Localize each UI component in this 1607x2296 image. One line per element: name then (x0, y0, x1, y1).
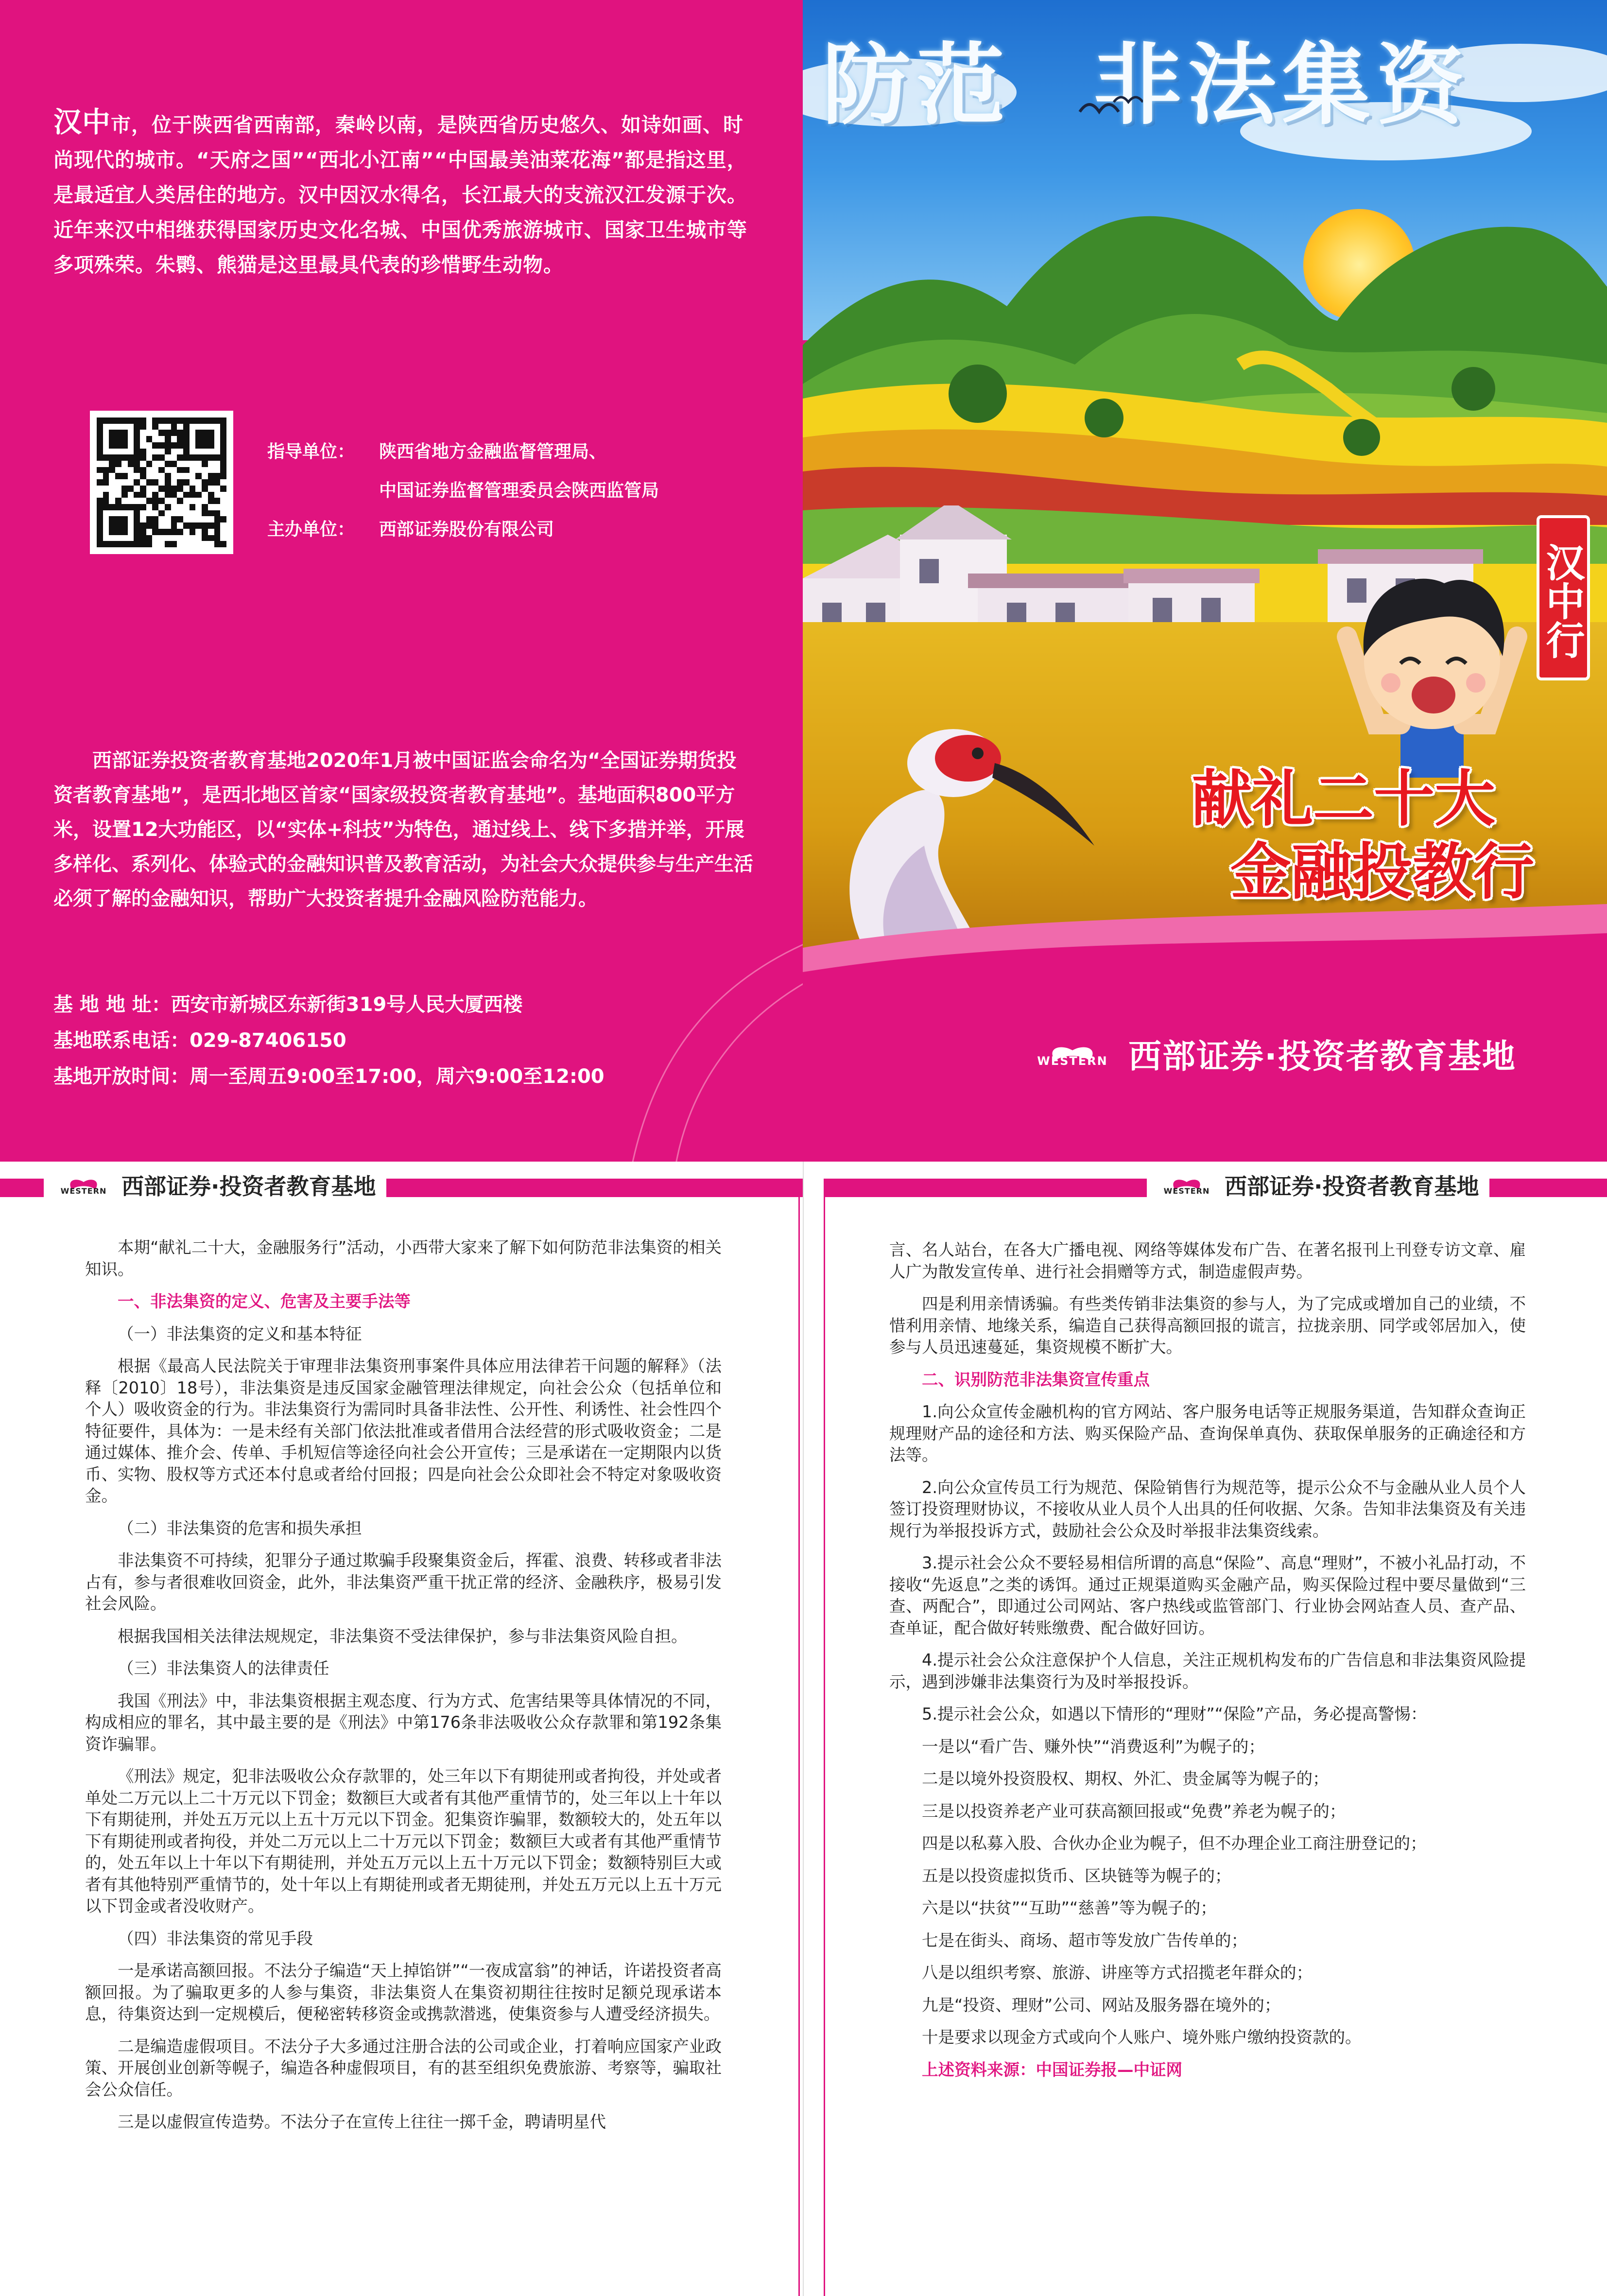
subheading-2: （二）非法集资的危害和损失承担 (118, 1518, 362, 1538)
paragraph: 根据《最高人民法院关于审理非法集资刑事案件具体应用法律若干问题的解释》（法释〔2010〕18号），非法集资是违反国家金融管理法律规定，向社会公众（包括单位和个人）吸收资金的行为。非法集资行为需同时具备非法性、公开性、利诱性、社会性四个特征要件，具体为：一是未经有关部门依法批准或者借用合法经营的形式吸收资金；二是通过媒体、推介会、传单、手机短信等途径向社会公开宣传；三是承诺在一定期限内以货币、实物、股权等方式还本付息或者给付回报；四是向社会公众即社会不特定对象吸收资金。 (85, 1357, 722, 1505)
list-item: 四是以私募入股、合伙办企业为幌子，但不办理企业工商注册登记的； (922, 1834, 1427, 1853)
paragraph: 二是编造虚假项目。不法分子大多通过注册合法的公司或企业，打着响应国家产业政策、开展创业创新等幌子，编造各种虚假项目，有的甚至组织免费旅游、考察等，骗取社会公众信任。 (85, 2036, 722, 2099)
header-brand-text: 西部证券·投资者教育基地 (1225, 1173, 1479, 1200)
paragraph: 1.向公众宣传金融机构的官方网站、客户服务电话等正规服务渠道，告知群众查询正规理财产品的途径和方法、购买保险产品、查询保单真伪、获取保单服务的正确途径和方法等。 (889, 1402, 1526, 1464)
crested-ibis (803, 671, 1104, 943)
paragraph: 我国《刑法》中，非法集资根据主观态度、行为方式、危害结果等具体情况的不同，构成相应的罪名，其中最主要的是《刑法》中第176条非法吸收公众存款罪和第192条集资诈骗罪。 (85, 1691, 722, 1754)
logo-word: WESTERN (1037, 1054, 1108, 1068)
title-part-a: 防范 (822, 34, 1011, 137)
source-note: 上述资料来源：中国证券报—中证网 (922, 2060, 1182, 2079)
right-edge-line (824, 1179, 825, 2296)
paragraph: 3.提示社会公众不要轻易相信所谓的高息“保险”、高息“理财”，不被小礼品打动，不接收“先返息”之类的诱饵。通过正规渠道购买金融产品，购买保险过程中要尽量做到“三查、两配合”，即通过公司网站、客户热线或监管部门、行业协会网站查人员、查产品、查单证，配合做好转账缴费、配合做好回访。 (889, 1553, 1526, 1637)
host-label: 主办单位： (267, 520, 355, 539)
boy-mascot (1318, 549, 1546, 778)
decorative-curves (535, 923, 807, 1166)
slogan-line-2: 金融投教行 (1230, 837, 1534, 907)
paragraph: 非法集资不可持续，犯罪分子通过欺骗手段聚集资金后，挥霍、浪费、转移或者非法占有，参与者很难收回资金，此外，非法集资严重干扰正常的经济、金融秩序，极易引发社会风险。 (85, 1551, 722, 1613)
brand-name: 西部证券·投资者教育基地 (1128, 1038, 1516, 1076)
subheading-4: （四）非法集资的常见手段 (118, 1929, 313, 1948)
right-article (889, 1239, 1526, 2081)
left-article (85, 1237, 722, 2144)
organizers (267, 433, 659, 549)
poster-title (822, 15, 1470, 141)
hanzhong-intro (53, 104, 753, 282)
western-logo (1158, 1171, 1216, 1199)
fold-line (803, 1162, 804, 2296)
paragraph: 四是利用亲情诱骗。有些类传销非法集资的参与人，为了完成或增加自己的业绩，不惜利用亲情、地缘关系，编造自己获得高额回报的谎言，拉拢亲朋、同学或邻居加入，使参与人员迅速蔓延，集资规模不断扩大。 (889, 1294, 1526, 1357)
intro-text: 市，位于陕西省西南部，秦岭以南，是陕西省历史悠久、如诗如画、时尚现代的城市。“天府之国”“西北小江南”“中国最美油菜花海”都是指这里，是最适宜人类居住的地方。汉中因汉水得名，长江最大的支流汉江发源于次。近年来汉中相继获得国家历史文化名城、中国优秀旅游城市、国家卫生城市等多项殊荣。朱鹮、熊猫是这里最具代表的珍惜野生动物。 (53, 113, 747, 277)
right-header-brand (1147, 1169, 1489, 1201)
section-heading-1: 一、非法集资的定义、危害及主要手法等 (118, 1292, 411, 1311)
intro-lead: 汉中 (53, 105, 111, 139)
base-about: 西部证券投资者教育基地2020年1月被中国证监会命名为“全国证券期货投资者教育基地”，是西北地区首家“国家级投资者教育基地”。基地面积800平方米，设置12大功能区，以“实体+科技”为特色，通过线上、线下多措并举，开展多样化、系列化、体验式的金融知识普及教育活动，为社会大众提供参与生产生活必须了解的金融知识，帮助广大投资者提升金融风险防范能力。 (53, 749, 753, 910)
cover-back-panel (0, 0, 803, 1162)
city-tag: 汉中行 (1537, 515, 1590, 680)
western-logo (54, 1171, 113, 1199)
cover-front-poster (803, 0, 1607, 1162)
logo-word: WESTERN (1163, 1186, 1210, 1196)
paragraph: 《刑法》规定，犯非法吸收公众存款罪的，处三年以下有期徒刑或者拘役，并处或者单处二万元以上二十万元以下罚金；数额巨大或者有其他严重情节的，处三年以上十年以下有期徒刑，并处五万元以上五十万元以下罚金。犯集资诈骗罪，数额较大的，处五年以下有期徒刑或者拘役，并处二万元以上二十万元以下罚金；数额巨大或者有其他严重情节的，处五年以上十年以下有期徒刑，并处五万元以上五十万元以下罚金；数额特别巨大或者有其他特别严重情节的，处十年以上有期徒刑或者无期徒刑，并处五万元以上五十万元以下罚金或者没收财产。 (85, 1767, 722, 1915)
paragraph: 一是承诺高额回报。不法分子编造“天上掉馅饼”“一夜成富翁”的神话，许诺投资者高额回报。为了骗取更多的人参与集资，非法集资人在集资初期往往按时足额兑现承诺本息，待集资达到一定规模后，便秘密转移资金或携款潜逃，使集资参与人遭受经济损失。 (85, 1961, 722, 2023)
section-heading-2: 二、识别防范非法集资宣传重点 (922, 1370, 1150, 1389)
title-part-b: 非法集资 (1093, 34, 1470, 137)
list-item: 二是以境外投资股权、期权、外汇、贵金属等为幌子的； (922, 1769, 1329, 1788)
list-item: 六是以“扶贫”“互助”“慈善”等为幌子的； (922, 1898, 1217, 1917)
qr-code[interactable] (90, 411, 233, 554)
header-brand-text: 西部证券·投资者教育基地 (121, 1173, 376, 1200)
host-unit: 西部证券股份有限公司 (379, 520, 554, 539)
guide-unit-1: 陕西省地方金融监督管理局、 (379, 442, 607, 462)
list-item: 九是“投资、理财”公司、网站及服务器在境外的； (922, 1995, 1281, 2015)
base-hours: 基地开放时间：周一至周五9:00至17:00，周六9:00至12:00 (53, 1065, 605, 1088)
left-header-brand (44, 1169, 386, 1201)
paragraph: 言、名人站台，在各大广播电视、网络等媒体发布广告、在著名报刊上刊登专访文章、雇人广为散发宣传单、进行社会捐赠等方式，制造虚假声势。 (889, 1240, 1526, 1281)
list-item: 五是以投资虚拟货币、区块链等为幌子的； (922, 1866, 1231, 1885)
subheading-1: （一）非法集资的定义和基本特征 (118, 1324, 362, 1343)
guide-unit-2: 中国证券监督管理委员会陕西监管局 (379, 481, 659, 501)
paragraph: 根据我国相关法律法规规定，非法集资不受法律保护，参与非法集资风险自担。 (118, 1626, 688, 1646)
paragraph: 三是以虚假宣传造势。不法分子在宣传上往往一掷千金，聘请明星代 (118, 2112, 606, 2131)
left-edge-line (798, 1179, 800, 2296)
qr-code-pattern (97, 417, 226, 547)
paragraph: 5.提示社会公众，如遇以下情形的“理财”“保险”产品，务必提高警惕： (922, 1705, 1427, 1723)
poster-brand (1026, 1030, 1516, 1078)
base-contact (53, 987, 605, 1095)
list-item: 三是以投资养老产业可获高额回报或“免费”养老为幌子的； (922, 1801, 1346, 1821)
base-phone[interactable]: 基地联系电话：029-87406150 (53, 1029, 346, 1052)
subheading-3: （三）非法集资人的法律责任 (118, 1659, 329, 1678)
list-item: 一是以“看广告、赚外快”“消费返利”为幌子的； (922, 1737, 1265, 1756)
list-item: 八是以组织考察、旅游、讲座等方式招揽老年群众的； (922, 1963, 1313, 1982)
birds-icon (1075, 87, 1143, 122)
paragraph: 4.提示社会公众注意保护个人信息，关注正规机构发布的广告信息和非法集资风险提示，遇到涉嫌非法集资行为及时举报投诉。 (889, 1651, 1526, 1691)
list-item: 七是在街头、商场、超市等发放广告传单的； (922, 1931, 1247, 1950)
paragraph: 2.向公众宣传员工行为规范、保险销售行为规范等，提示公众不与金融从业人员个人签订投资理财协议，不接收从业人员个人出具的任何收据、欠条。告知非法集资及有关违规行为举报投诉方式，鼓励社会公众及时举报非法集资线索。 (889, 1478, 1526, 1540)
guide-label: 指导单位： (267, 442, 355, 462)
base-address: 基 地 地 址：西安市新城区东新街319号人民大厦西楼 (53, 993, 523, 1016)
slogan (1192, 763, 1534, 909)
slogan-line-1: 献礼二十大 (1192, 764, 1495, 835)
list-item: 十是要求以现金方式或向个人账户、境外账户缴纳投资款的。 (922, 2028, 1362, 2047)
western-logo (1026, 1035, 1119, 1074)
article-intro: 本期“献礼二十大，金融服务行”活动，小西带大家来了解下如何防范非法集资的相关知识。 (85, 1238, 722, 1279)
logo-word: WESTERN (60, 1186, 107, 1196)
